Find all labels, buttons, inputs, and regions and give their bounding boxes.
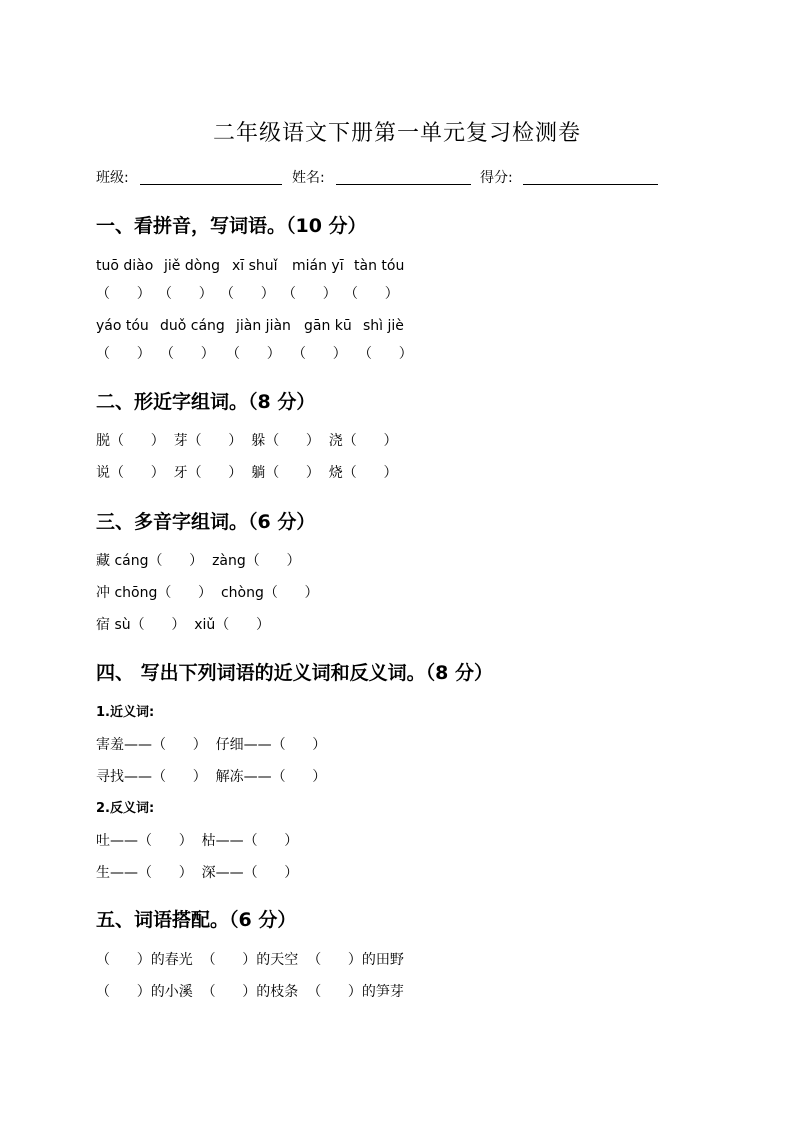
class-blank[interactable] [140, 184, 282, 185]
pinyin-item: jiàn jiàn [236, 318, 291, 334]
answer-blank[interactable]: （ ） [292, 346, 347, 362]
name-label: 姓名: [292, 170, 325, 186]
answer-row-1 [96, 284, 716, 304]
score-blank[interactable] [523, 184, 658, 185]
pinyin-item: jiě dòng [164, 258, 221, 274]
similar-char-row-1[interactable]: 脱（ ） 芽（ ） 躲（ ） 浇（ ） [96, 433, 398, 449]
synonym-subheading: 1.近义词: [96, 705, 155, 720]
answer-blank[interactable]: （ ） [220, 286, 275, 302]
pinyin-row-2 [96, 316, 716, 336]
polyphone-row-2[interactable]: 冲 chōng（ ） chòng（ ） [96, 585, 319, 601]
answer-blank[interactable]: （ ） [160, 346, 215, 362]
collocation-row-1[interactable]: （ ）的春光 （ ）的天空 （ ）的田野 [96, 952, 404, 968]
pinyin-item: yáo tóu [96, 318, 149, 334]
antonym-subheading: 2.反义词: [96, 801, 155, 816]
pinyin-item: gān kū [304, 318, 352, 334]
section-1-heading: 一、看拼音，写词语。（10 分） [96, 215, 367, 237]
answer-blank[interactable]: （ ） [96, 346, 151, 362]
section-3-heading: 三、多音字组词。（6 分） [96, 511, 316, 533]
section-5-heading: 五、词语搭配。（6 分） [96, 909, 297, 931]
polyphone-row-1[interactable]: 藏 cáng（ ） zàng（ ） [96, 553, 301, 569]
synonym-row-1[interactable]: 害羞——（ ） 仔细——（ ） [96, 737, 327, 753]
answer-blank[interactable]: （ ） [344, 286, 399, 302]
answer-blank[interactable]: （ ） [226, 346, 281, 362]
collocation-row-2[interactable]: （ ）的小溪 （ ）的枝条 （ ）的笋芽 [96, 984, 404, 1000]
class-label: 班级: [96, 170, 129, 186]
pinyin-row-1 [96, 256, 716, 276]
polyphone-row-3[interactable]: 宿 sù（ ） xiǔ（ ） [96, 617, 270, 633]
answer-blank[interactable]: （ ） [96, 286, 151, 302]
pinyin-item: tàn tóu [354, 258, 405, 274]
pinyin-item: mián yī [292, 258, 344, 274]
answer-blank[interactable]: （ ） [158, 286, 213, 302]
similar-char-row-2[interactable]: 说（ ） 牙（ ） 躺（ ） 烧（ ） [96, 465, 398, 481]
antonym-row-2[interactable]: 生——（ ） 深——（ ） [96, 865, 299, 881]
score-label: 得分: [480, 170, 513, 186]
answer-blank[interactable]: （ ） [282, 286, 337, 302]
pinyin-item: xī shuǐ [232, 258, 278, 274]
pinyin-item: duǒ cáng [160, 318, 225, 334]
antonym-row-1[interactable]: 吐——（ ） 枯——（ ） [96, 833, 299, 849]
page-title: 二年级语文下册第一单元复习检测卷 [212, 121, 581, 146]
pinyin-item: tuō diào [96, 258, 154, 274]
answer-row-2 [96, 344, 716, 364]
section-2-heading: 二、形近字组词。（8 分） [96, 391, 316, 413]
section-4-heading: 四、 写出下列词语的近义词和反义词。（8 分） [96, 662, 493, 684]
synonym-row-2[interactable]: 寻找——（ ） 解冻——（ ） [96, 769, 327, 785]
name-blank[interactable] [336, 184, 471, 185]
answer-blank[interactable]: （ ） [358, 346, 413, 362]
pinyin-item: shì jiè [363, 318, 404, 334]
